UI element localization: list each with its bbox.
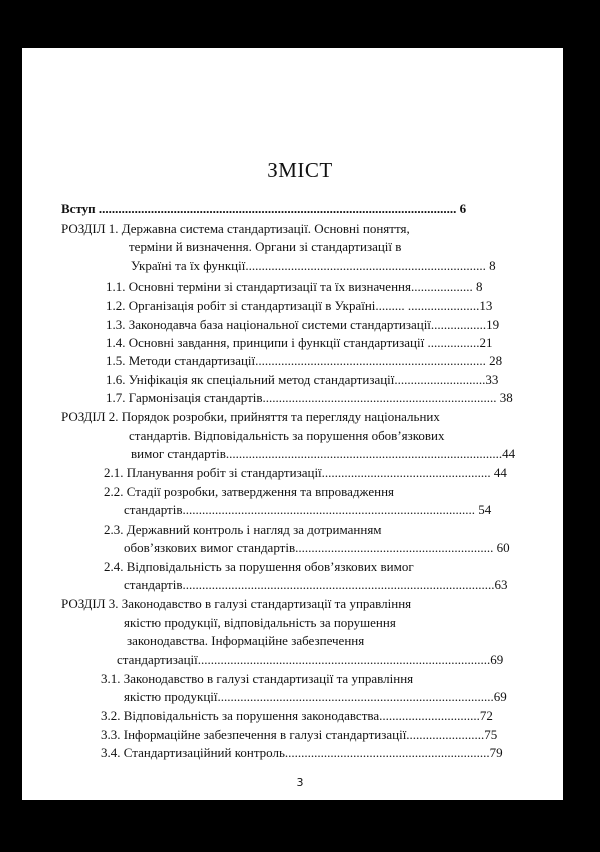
toc-entry: 1.7. Гармонізація стандартів........................................................................ 38 xyxy=(106,390,513,405)
toc-entry: законодавства. Інформаційне забезпечення xyxy=(127,633,365,648)
toc-entry: 2.3. Державний контроль і нагляд за дотриманням xyxy=(104,522,382,537)
toc-entry: 3.1. Законодавство в галузі стандартизації та управління xyxy=(101,671,414,686)
page-number: 3 xyxy=(296,776,304,789)
toc-entry: 1.6. Уніфікація як спеціальний метод стандартизації............................33 xyxy=(106,372,499,387)
toc-entry: 2.1. Планування робіт зі стандартизації.................................................... 44 xyxy=(104,465,507,480)
toc-entry: стандартів.......................................................................................... 54 xyxy=(124,502,492,517)
toc-entry: вимог стандартів.....................................................................................44 xyxy=(131,446,516,461)
toc-entry: якістю продукції.....................................................................................69 xyxy=(124,689,507,704)
page-title: ЗМІСТ xyxy=(267,158,333,182)
toc-entry: терміни й визначення. Органи зі стандартизації в xyxy=(129,239,402,254)
toc-entry: РОЗДІЛ 3. Законодавство в галузі стандартизації та управління xyxy=(61,596,412,611)
toc-entry: 1.3. Законодавча база національної системи стандартизації.................19 xyxy=(106,317,500,332)
toc-entry: 1.5. Методи стандартизації....................................................................... 28 xyxy=(106,353,503,368)
toc-entry: 1.2. Організація робіт зі стандартизації в Україні......... ......................13 xyxy=(106,298,493,313)
toc-entry: стандартів. Відповідальність за порушення обов’язкових xyxy=(129,428,445,443)
toc-entry: 3.4. Стандартизаційний контроль...............................................................79 xyxy=(101,745,503,760)
toc-entry: 2.2. Стадії розробки, затвердження та впровадження xyxy=(104,484,394,499)
toc-entry: обов’язкових вимог стандартів............................................................. 60 xyxy=(124,540,510,555)
toc-entry: 2.4. Відповідальність за порушення обов’язкових вимог xyxy=(104,559,414,574)
toc-entry: якістю продукції, відповідальність за порушення xyxy=(124,615,396,630)
toc-entry: 1.4. Основні завдання, принципи і функції стандартизації ................21 xyxy=(106,335,493,350)
toc-entry: 1.1. Основні терміни зі стандартизації та їх визначення................... 8 xyxy=(106,279,483,294)
toc-entry: стандартів................................................................................................63 xyxy=(124,577,508,592)
toc-entry: Україні та їх функції.......................................................................... 8 xyxy=(131,258,496,273)
toc-entry: Вступ .............................................................................................................. 6 xyxy=(61,201,467,216)
toc-entry: 3.2. Відповідальність за порушення законодавства...............................72 xyxy=(101,708,493,723)
toc-entry: стандартизації..........................................................................................69 xyxy=(117,652,504,667)
toc-entry: РОЗДІЛ 2. Порядок розробки, прийняття та перегляду національних xyxy=(61,409,440,424)
toc-entry: 3.3. Інформаційне забезпечення в галузі стандартизації........................75 xyxy=(101,727,498,742)
toc-entry: РОЗДІЛ 1. Державна система стандартизації. Основні поняття, xyxy=(61,221,410,236)
